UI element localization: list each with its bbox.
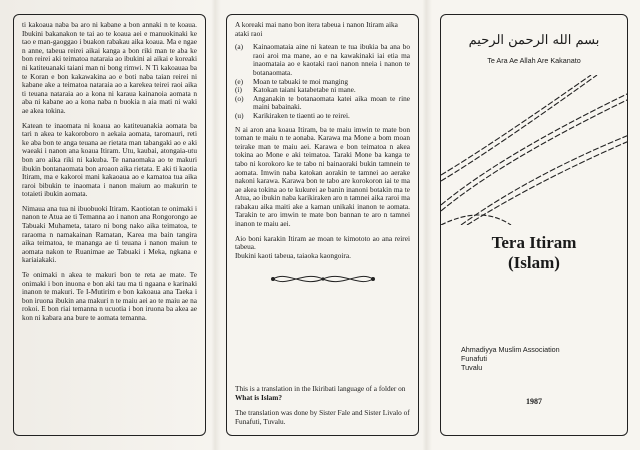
panel-middle <box>226 14 419 436</box>
definition-key: (o) <box>235 93 244 103</box>
definition-key: (u) <box>235 110 244 120</box>
bismillah-calligraphy: بسم الله الرحمن الرحيم <box>468 33 600 48</box>
panel-cover <box>440 14 628 436</box>
definition-key: (i) <box>235 85 242 95</box>
paragraph: Katean te inaomata ni koaua ao katiteuanakia aomata ba tari n akea te kakoroboro n aekaia aomata, taromauri, reti ke aba bon te anga teuana ae rietata man tabangaki ao e aki waeaki i nanon ana koaua Itiram. Utu, kaubai, atongaia-utu bon aro aika riki ni kakuba. Te nanaomaka ao te makuri ibukin bontanaomata bon aroaon aika rietata. E aki ti kaotia Itiram, ma e kakoroi mani kakaoaua ao e kamatoa tua aika raroi bibukin te inaomata i nanon maium ao makurin te totaieti ibukin aomata. <box>22 120 197 199</box>
panel-middle-text <box>235 126 410 267</box>
paragraph: Nimaua ana tua ni ibuobuoki Itiram. Kaotiotan te onimaki i nanon te Atua ae ti Temanna ao i nanon ana Rongorongo ae Tabuaki Muhameta, tataro ni bong nako aika teimatoa, te raraoma n namakainan Ramatan, Karea ma bain tangira aika teimatoa, te mananga ae ti teuana i nanon maiun te aomata nakon te Ruanimae ae Tabuaki i Meka, ngkana e kariaiakaki. <box>22 203 197 265</box>
definition-item <box>235 112 410 121</box>
paragraph: ti kakoaua naba ba aro ni kabane a bon annaki n te koaua. Ibukini bakanakon te tai ao te koaua aei e manuokinaki ke tao e man-gaoggao i buakon rabakau aika koaua. Ma e ngae n anne, tabeua reirei aikai kanga a bon riki man te aba ke bon reirei aki teimatoa nataraia ao ibukini ai aikai e koreaki ni katiteuanaki taiani man ni bong rimwi. N Ti kakoauaa ba te Koran e bon kakawakina ao e boti naba taian reirei ni kabane ake a teimatoa nataraia ao a karekea teirei raoi aika ti teuana nataraia ao a kona ni karaua kainanoia aomata n aba ni kabane ao a kona naba n buokia n aia mati ni waki ae akea tokina. <box>22 21 197 115</box>
definition-item <box>235 43 410 77</box>
organization-name: Ahmadiyya Muslim Association <box>461 345 560 354</box>
chain-illustration-icon <box>441 75 628 225</box>
note-bold-title: What is Islam? <box>235 392 283 402</box>
definition-key: (e) <box>235 76 244 86</box>
definition-key: (a) <box>235 42 244 52</box>
cover-title-line: (Islam) <box>508 253 560 272</box>
definition-text: Moan te tabuaki te moi manging <box>253 76 349 86</box>
definition-list <box>235 43 410 120</box>
translator-credit: The translation was done by Sister Fale and Sister Livalo of Funafuti, Tuvalu. <box>235 408 410 426</box>
cover-header <box>441 33 627 65</box>
note-text: This is a translation in the Ikiribati language of a folder on <box>235 384 406 393</box>
paragraph: N ai aron ana koaua Itiram, ba te maiu imwin te mate bon toman te maiu n te aonaba. Karawa ma Mone a bom moan teirake man te maiu aei. Karawa e bon teimatoa n akea tokina ao Mone e aki teimatoa. Taraki Mone ba kanga te tabo ni korokoro ke te tabo ni bainaoraki bukin tamnein te aomata. Imwin naba katokan aorakin te tamnei ao aerake nakoni karawa. Karawa bon te tabo are korokoron iai te ma ae akea tokina ao te kukurei ae banin inanoni botakin ma te Atua, ao ibukin naba karikiraken aro n tamnei aika raroi ma rabakau aika maiti ake a kaman unikaki inanon te aomata. Tarakin te aro imwin te mate bon bannan te aro n tamnei inanon te maiu aei. <box>235 125 410 229</box>
definition-item <box>235 95 410 112</box>
publication-year: 1987 <box>526 397 542 406</box>
paragraph: Te onimaki n akea te makuri bon te reta ae mate. Te onimaki i bon inuona e bon aki tau ma ti ngaana e karinaki inanon te makuri. Te I-Mutirim e bon kakoaua ana Taeka i bon iruona ibukin ana makuri n te maiu aei ao te maiu ae na rokoi. E bon riai temanna n ucuotia i bon iruona ba akea ae kon ni kabara ana bure te aomata temanna. <box>22 270 197 322</box>
organization-block <box>461 345 560 372</box>
panel-left-text <box>22 21 197 429</box>
panel-left <box>13 14 206 436</box>
organization-country: Tuvalu <box>461 363 483 372</box>
organization-location: Funafuti <box>461 354 487 363</box>
definition-text: Kainaomataia aine ni katean te tua ibukia ba ana bo raoi aroi ma mane, ao e na kawakinaki iai etia ma inaomataia ao e kaotaki raoi nanon nneia i nanon te botanaomata. <box>253 42 410 77</box>
cover-subtitle: Te Ara Ae Allah Are Kakanato <box>487 56 581 65</box>
definition-text: Anganakin te botanaomata katei aika moan te rine maini babainaki. <box>253 93 410 112</box>
translation-note <box>235 385 410 402</box>
cover-title-line: Tera Itiram <box>491 233 577 252</box>
intro-text: A koreaki mai nano bon itera tabeua i nanon Itiram aika ataki raoi <box>235 20 398 38</box>
definition-text: Katokan taiani katabetabe ni mane. <box>253 85 356 95</box>
ornament-divider-icon <box>263 270 383 288</box>
paragraph: Aio boni karakin Itiram ae moan te kimototo ao ana reirei tabeua. Ibukini kaoti tabeua, taiaoka kaongoira. <box>235 233 410 260</box>
definition-text: Karikiraken te tiaenti ao te reirei. <box>253 110 350 120</box>
cover-title <box>441 233 627 273</box>
